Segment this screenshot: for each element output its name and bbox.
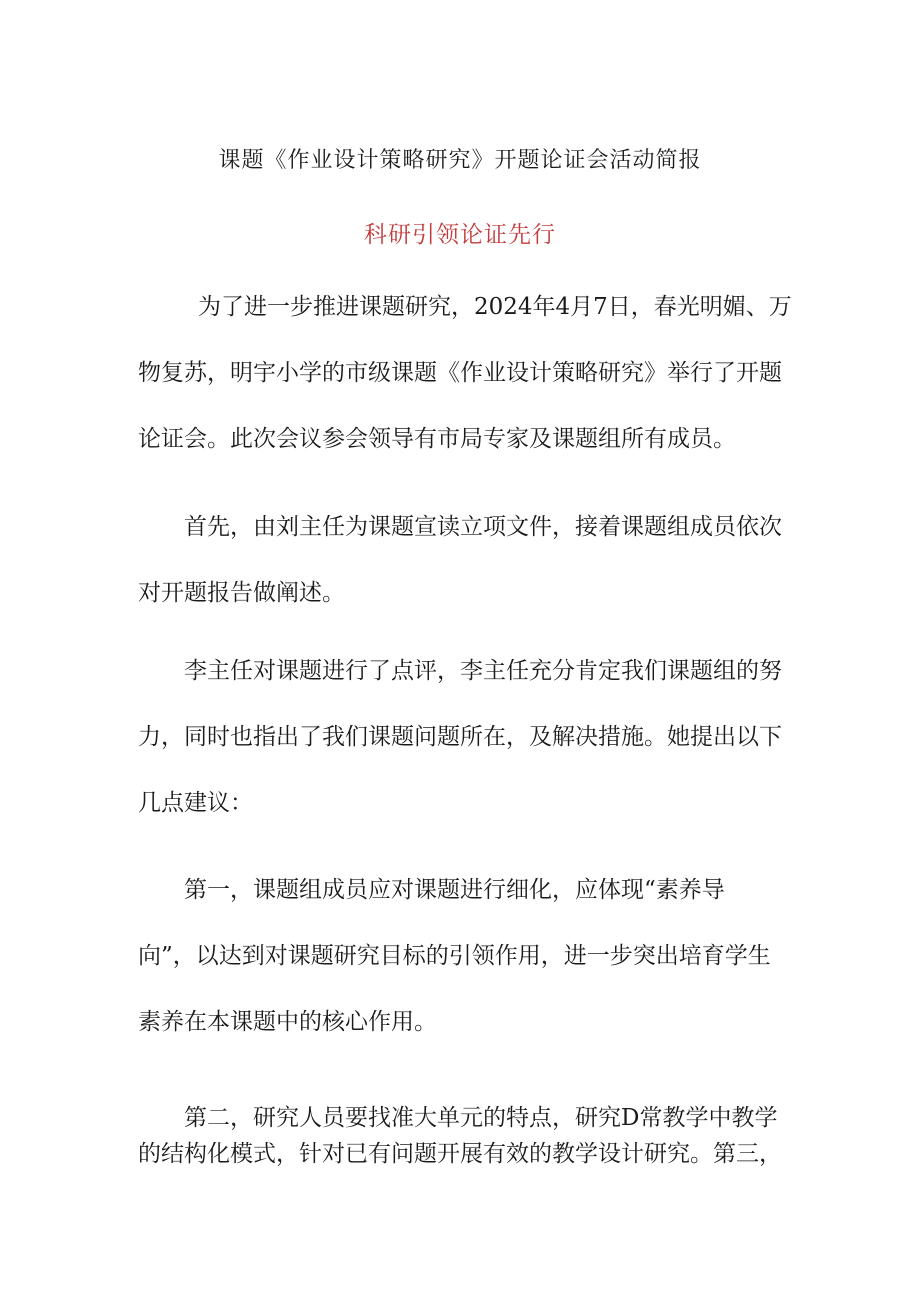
paragraph-line: 向”，以达到对课题研究目标的引领作用，进一步突出培育学生: [138, 943, 771, 969]
paragraph-line: 力，同时也指出了我们课题问题所在，及解决措施。她提出以下: [138, 724, 782, 750]
paragraph-line: 的结构化模式，针对已有问题开展有效的教学设计研究。第三，: [138, 1141, 782, 1167]
document-title: 课题《作业设计策略研究》开题论证会活动简报: [218, 148, 702, 173]
paragraph-intro: [138, 292, 792, 490]
paragraph-line: 对开题报告做阐述。: [138, 580, 345, 606]
paragraph-line: 第二，研究人员要找准大单元的特点，研究D常教学中教学: [184, 1105, 778, 1131]
paragraph-first: [138, 512, 788, 644]
paragraph-line: 素养在本课题中的核心作用。: [138, 1009, 437, 1035]
paragraph-line: 物复苏，明宇小学的市级课题《作业设计策略研究》举行了开题: [138, 360, 782, 386]
paragraph-line: 论证会。此次会议参会领导有市局专家及课题组所有成员。: [138, 426, 736, 452]
document-subtitle: 科研引领论证先行: [364, 222, 556, 248]
paragraph-suggestion-two: [138, 1103, 788, 1175]
paragraph-line: 第一，课题组成员应对课题进行细化，应体现“素养导: [184, 877, 725, 903]
paragraph-suggestion-one: [138, 875, 788, 1073]
paragraph-line: 为了进一步推进课题研究，2024年4月7日，春光明媚、万: [198, 294, 792, 320]
paragraph-line: 李主任对课题进行了点评，李主任充分肯定我们课题组的努: [184, 658, 782, 684]
paragraph-review: [138, 656, 788, 854]
paragraph-line: 首先，由刘主任为课题宣读立项文件，接着课题组成员依次: [184, 514, 782, 540]
paragraph-line: 几点建议：: [138, 790, 253, 816]
